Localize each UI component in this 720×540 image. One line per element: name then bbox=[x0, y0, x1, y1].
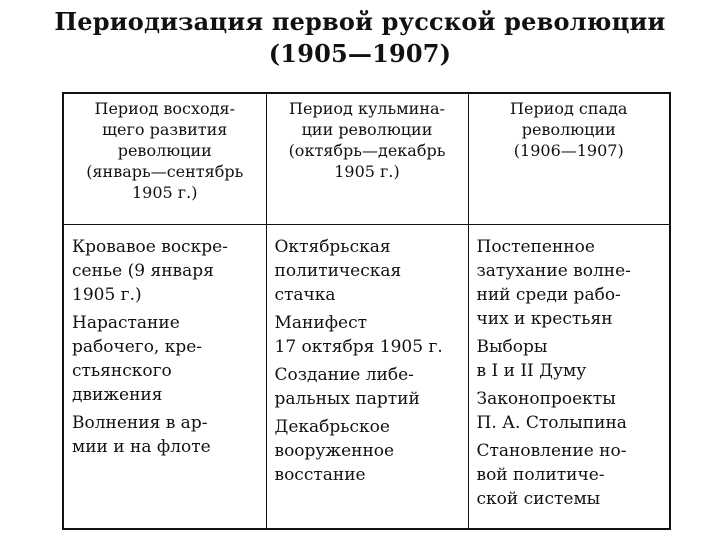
header-row bbox=[63, 93, 670, 225]
event-item: Нарастание рабочего, кре- стьянского движения bbox=[72, 313, 203, 405]
column-header-culmination-period: Период кульмина- ции революции (октябрь—декабрь 1905 г.) bbox=[266, 93, 468, 225]
events-row bbox=[63, 225, 670, 530]
decline-period-events bbox=[468, 225, 670, 530]
event-item: Создание либе- ральных партий bbox=[274, 365, 420, 409]
column-header-decline-period: Период спада революции (1906—1907) bbox=[468, 93, 670, 225]
event-item: Октябрьская политическая стачка bbox=[274, 237, 402, 305]
event-item: Волнения в ар- мии и на флоте bbox=[72, 413, 211, 457]
event-item: Манифест 17 октября 1905 г. bbox=[274, 313, 443, 357]
event-item: Постепенное затухание волне- ний среди рабо- чих и крестьян bbox=[476, 237, 631, 329]
periodization-table bbox=[62, 92, 671, 530]
column-header-rising-period: Период восходя- щего развития революции (январь—сентябрь 1905 г.) bbox=[63, 93, 266, 225]
page-title: Периодизация первой русской революции (1905—1907) bbox=[54, 7, 666, 68]
rising-period-events bbox=[63, 225, 266, 530]
event-item: Становление но- вой политиче- ской системы bbox=[476, 441, 627, 509]
event-item: Выборы в I и II Думу bbox=[476, 337, 587, 381]
event-item: Законопроекты П. А. Столыпина bbox=[476, 389, 627, 433]
event-item: Декабрьское вооруженное восстание bbox=[274, 417, 395, 485]
event-item: Кровавое воскре- сенье (9 января 1905 г.) bbox=[72, 237, 228, 305]
culmination-period-events bbox=[266, 225, 468, 530]
